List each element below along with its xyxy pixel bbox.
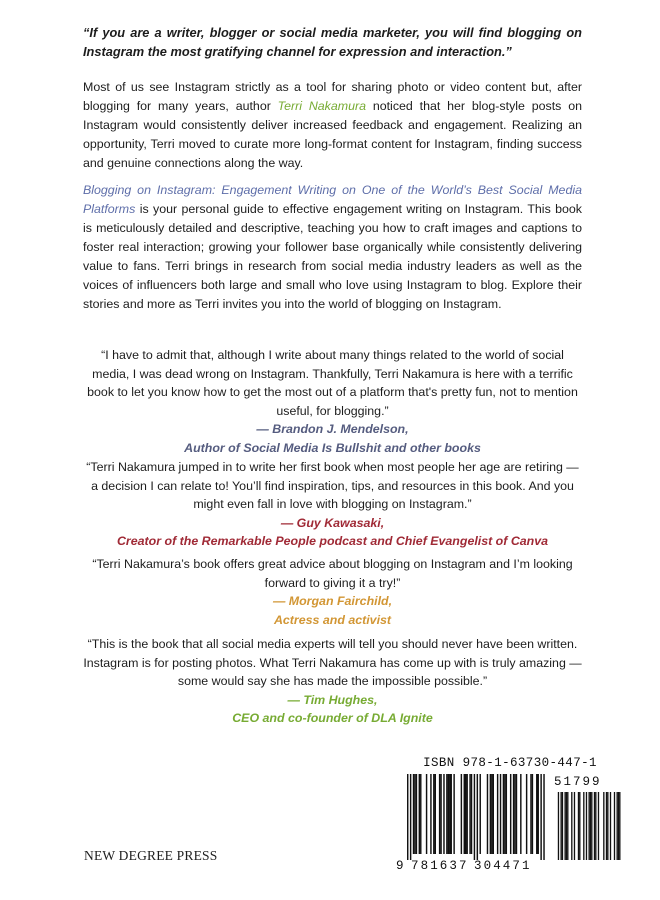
testimonial-4 bbox=[83, 635, 582, 728]
testimonial-name: — Guy Kawasaki, bbox=[280, 515, 385, 530]
testimonial-role: CEO and co-founder of DLA Ignite bbox=[232, 711, 433, 725]
barcode-addon-digits: 51799 bbox=[554, 775, 602, 789]
testimonial-1 bbox=[83, 346, 582, 457]
testimonial-role: Actress and activist bbox=[273, 612, 392, 627]
testimonial-text: “Terri Nakamura’s book offers great advice about blogging on Instagram and I’m looking forward to giving it a try!” bbox=[92, 557, 573, 590]
publisher-name: NEW DEGREE PRESS bbox=[84, 848, 218, 863]
testimonial-2 bbox=[83, 458, 582, 551]
testimonial-name: — Tim Hughes, bbox=[287, 692, 378, 707]
testimonial-role: Author of Social Media Is Bullshit and other books bbox=[184, 440, 481, 455]
testimonial-3 bbox=[83, 555, 582, 629]
isbn-label: ISBN 978-1-63730-447-1 bbox=[423, 756, 597, 770]
isbn-barcode bbox=[396, 756, 624, 874]
testimonial-name: — Morgan Fairchild, bbox=[272, 594, 393, 608]
author-name: Terri Nakamura bbox=[277, 99, 366, 113]
book-title: Blogging on Instagram: Engagement Writing on One of the World’s Best Social Media Platforms bbox=[83, 183, 582, 216]
barcode-left-digits: 781637 bbox=[411, 859, 469, 873]
description-paragraph-2 bbox=[83, 181, 582, 314]
para2-body: is your personal guide to effective engagement writing on Instagram. This book is meticulously detailed and descriptive, teaching you how to craft images and captions to foster real interaction; growing your follower base organically while consistently delivering value to fans. Terri brings in research from social media industry leaders as well as the voices of influencers both large and small who love using Instagram to blog. Explore their stories and more as Terri invites you into the world of blogging on Instagram. bbox=[83, 202, 582, 311]
para1-after: noticed that her blog-style posts on Instagram would consistently deliver increased feedback and engagement. Realizing an opportunity, Terri moved to curate more long-format content for Instagram, finding success and genuine connections along the way. bbox=[83, 99, 582, 170]
testimonial-name: — Brandon J. Mendelson, bbox=[256, 422, 409, 436]
testimonial-text: “This is the book that all social media experts will tell you should never have been written. Instagram is for posting photos. What Terri Nakamura has come up with is truly amazing — some would say she has made the impossible possible.” bbox=[83, 637, 582, 688]
intro-quote: “If you are a writer, blogger or social media marketer, you will find blogging on Instagram the most gratifying channel for expression and interaction.” bbox=[83, 25, 582, 59]
barcode-bars bbox=[396, 774, 624, 860]
testimonial-text: “I have to admit that, although I write about many things related to the world of social media, I was dead wrong on Instagram. Thankfully, Terri Nakamura is here with a terrific book to let you know how to get the most out of a platform that's pretty fun, not to mention useful, for blogging.” bbox=[87, 348, 578, 418]
description-paragraph-1 bbox=[83, 78, 582, 173]
testimonial-text: “Terri Nakamura jumped in to write her first book when most people her age are retiring — a decision I can relate to! You’ll find inspiration, tips, and resources in this book. And you might even fall in love with blogging on Instagram.” bbox=[86, 460, 579, 511]
barcode-right-digits: 304471 bbox=[474, 859, 532, 873]
para1-before: Most of us see Instagram strictly as a tool for sharing photo or video content but, after blogging for many years, author bbox=[83, 80, 582, 113]
testimonial-role: Creator of the Remarkable People podcast and Chief Evangelist of Canva bbox=[116, 534, 549, 548]
barcode-first-digit: 9 bbox=[396, 859, 404, 873]
